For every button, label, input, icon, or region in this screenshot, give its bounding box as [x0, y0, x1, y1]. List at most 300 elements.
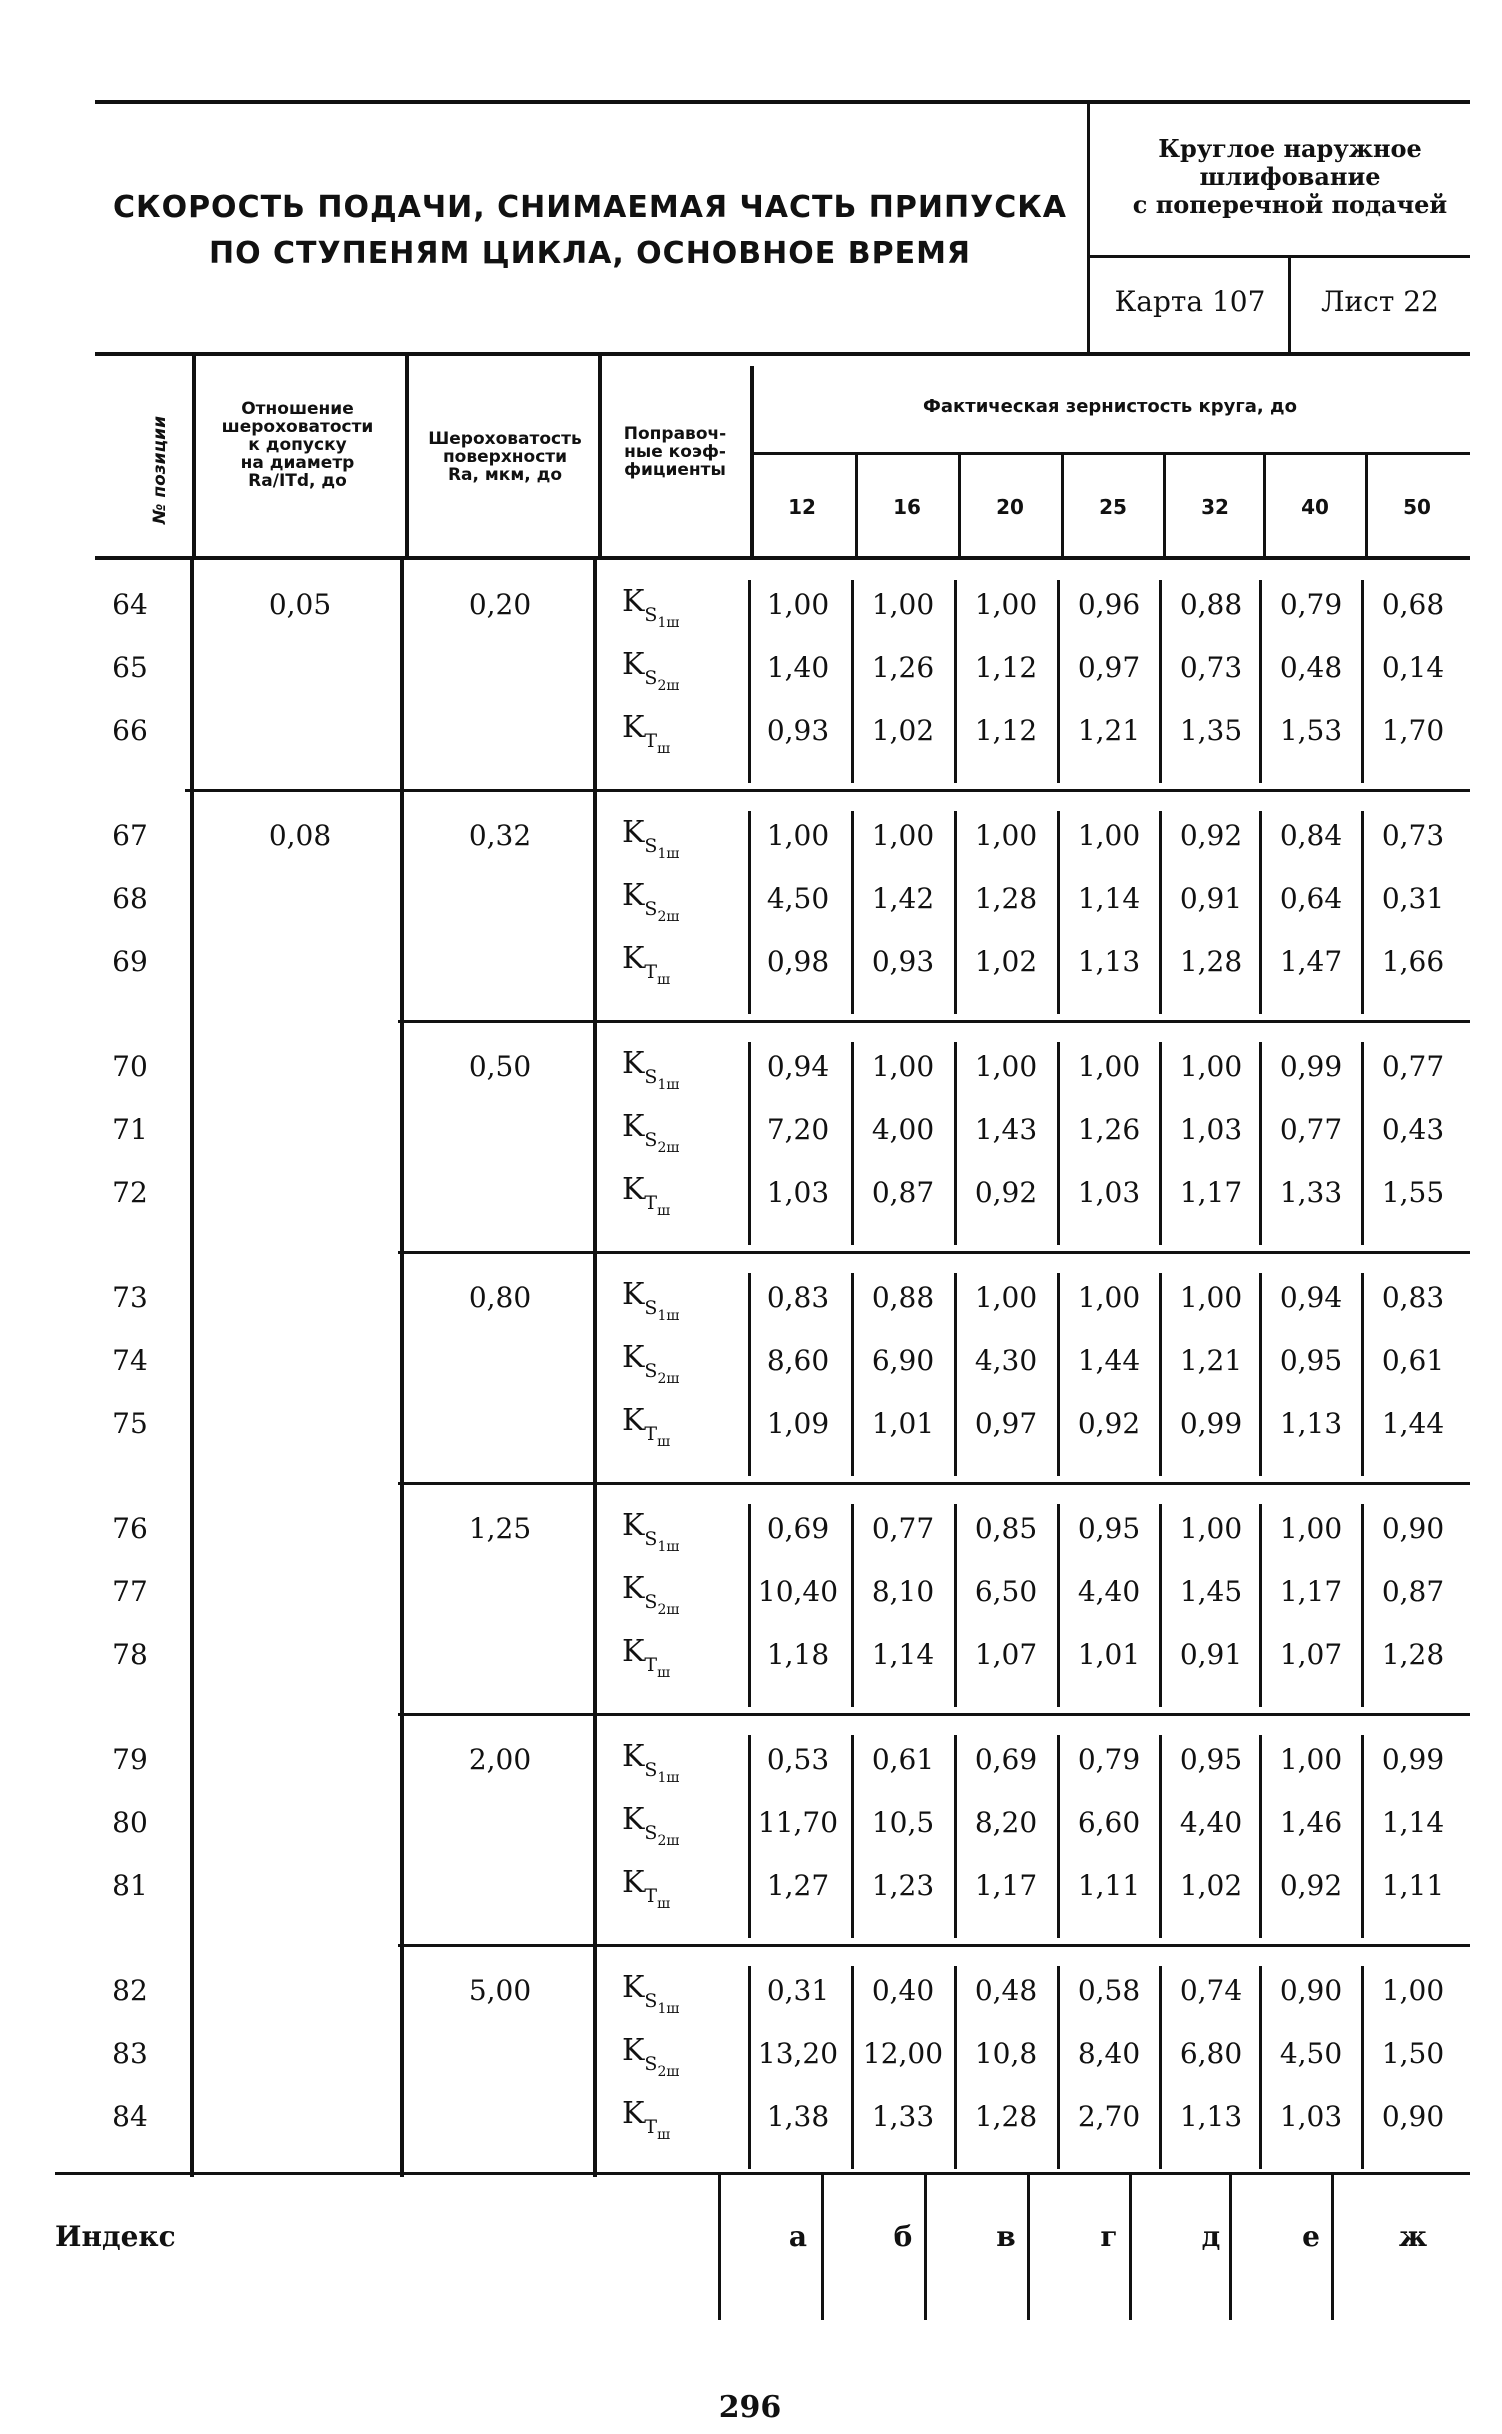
table-cell: 0,88 [871, 1281, 935, 1314]
table-cell: 1,00 [1279, 1512, 1343, 1545]
table-cell: 1,21 [1077, 714, 1141, 747]
grit-divider [1057, 1042, 1060, 1245]
table-cell: 6,90 [871, 1344, 935, 1377]
grit-divider [954, 811, 957, 1014]
coefficient-label: $K_{T_ш}$ [622, 1865, 671, 1912]
coefficient-label: $K_{T_ш}$ [622, 1172, 671, 1219]
coefficient-label: $K_{S_{1ш}}$ [622, 1970, 680, 2017]
table-cell: 1,09 [766, 1407, 830, 1440]
position-number: 81 [112, 1869, 148, 1902]
table-cell: 6,50 [974, 1575, 1038, 1608]
position-number: 66 [112, 714, 148, 747]
table-cell: 1,00 [871, 1050, 935, 1083]
table-cell: 1,11 [1077, 1869, 1141, 1902]
table-cell: 1,11 [1381, 1869, 1445, 1902]
grit-divider [1057, 580, 1060, 783]
roughness-value: 0,20 [468, 588, 532, 621]
grit-divider [855, 454, 858, 556]
table-cell: 1,38 [766, 2100, 830, 2133]
position-number: 71 [112, 1113, 148, 1146]
grit-header-rule [752, 452, 1470, 455]
grit-divider [1159, 1504, 1162, 1707]
table-cell: 1,42 [871, 882, 935, 915]
position-number: 78 [112, 1638, 148, 1671]
grit-divider [1057, 811, 1060, 1014]
roughness-header-line: Ra, мкм, до [447, 465, 563, 485]
grit-divider [954, 1735, 957, 1938]
grit-divider [1263, 454, 1266, 556]
roughness-value: 0,50 [468, 1050, 532, 1083]
table-cell: 0,97 [974, 1407, 1038, 1440]
grit-divider [1361, 1273, 1364, 1476]
position-column-header: № позиции [150, 416, 170, 525]
grit-divider [1361, 1042, 1364, 1245]
table-cell: 10,40 [757, 1575, 839, 1608]
table-cell: 8,40 [1077, 2037, 1141, 2070]
grit-label: 25 [1099, 495, 1127, 519]
header-bottom-rule [95, 352, 1470, 356]
table-cell: 10,5 [871, 1806, 935, 1839]
coefficient-label: $K_{S_{2ш}}$ [622, 1109, 680, 1156]
roughness-value: 0,80 [468, 1281, 532, 1314]
position-number: 83 [112, 2037, 148, 2070]
ratio-divider [400, 1946, 404, 2177]
table-cell: 1,07 [974, 1638, 1038, 1671]
position-number: 80 [112, 1806, 148, 1839]
operation-line-3: с поперечной подачей [1132, 190, 1448, 219]
position-divider [190, 791, 194, 1022]
position-divider [190, 1946, 194, 2177]
table-cell: 1,14 [1077, 882, 1141, 915]
table-cell: 4,00 [871, 1113, 935, 1146]
index-label: Индекс [55, 2220, 176, 2253]
coef-header-line: ные коэф- [624, 442, 726, 462]
table-cell: 1,66 [1381, 945, 1445, 978]
table-cell: 4,50 [766, 882, 830, 915]
grit-divider [851, 1966, 854, 2169]
grit-divider [1361, 1966, 1364, 2169]
table-cell: 1,00 [871, 588, 935, 621]
roughness-value: 2,00 [468, 1743, 532, 1776]
grit-label: 12 [788, 495, 816, 519]
coefficient-label: $K_{S_{2ш}}$ [622, 1571, 680, 1618]
table-cell: 1,03 [1077, 1176, 1141, 1209]
index-letter: е [1302, 2220, 1320, 2253]
coefficient-label: $K_{S_{1ш}}$ [622, 1277, 680, 1324]
table-cell: 1,00 [1179, 1281, 1243, 1314]
table-cell: 1,03 [766, 1176, 830, 1209]
grit-divider [851, 1042, 854, 1245]
grit-divider [1057, 1735, 1060, 1938]
table-cell: 0,94 [1279, 1281, 1343, 1314]
grit-divider [1159, 1966, 1162, 2169]
table-cell: 0,14 [1381, 651, 1445, 684]
grit-divider [954, 1273, 957, 1476]
coefficient-label: $K_{S_{1ш}}$ [622, 584, 680, 631]
grit-divider [1159, 580, 1162, 783]
hdr-divider [598, 356, 602, 556]
table-cell: 0,97 [1077, 651, 1141, 684]
table-cell: 1,00 [766, 819, 830, 852]
table-cell: 1,00 [1381, 1974, 1445, 2007]
table-cell: 0,90 [1381, 2100, 1445, 2133]
table-cell: 1,45 [1179, 1575, 1243, 1608]
table-cell: 0,95 [1179, 1743, 1243, 1776]
table-cell: 6,60 [1077, 1806, 1141, 1839]
ratio-column-header [195, 400, 400, 490]
table-cell: 1,03 [1279, 2100, 1343, 2133]
grit-divider [1259, 1273, 1262, 1476]
operation-line-1: Круглое наружное [1158, 134, 1422, 163]
table-cell: 0,96 [1077, 588, 1141, 621]
table-cell: 1,02 [871, 714, 935, 747]
index-divider [1027, 2175, 1030, 2320]
table-cell: 1,12 [974, 651, 1038, 684]
table-cell: 2,70 [1077, 2100, 1141, 2133]
table-cell: 13,20 [757, 2037, 839, 2070]
table-cell: 0,79 [1279, 588, 1343, 621]
table-cell: 0,99 [1179, 1407, 1243, 1440]
table-cell: 1,00 [1179, 1512, 1243, 1545]
index-divider [718, 2175, 721, 2320]
table-cell: 11,70 [757, 1806, 839, 1839]
position-divider [190, 1253, 194, 1484]
table-cell: 0,48 [974, 1974, 1038, 2007]
table-cell: 0,48 [1279, 651, 1343, 684]
grit-divider [1057, 1966, 1060, 2169]
position-number: 68 [112, 882, 148, 915]
table-cell: 1,13 [1077, 945, 1141, 978]
table-cell: 1,00 [1077, 1281, 1141, 1314]
grit-divider [1361, 811, 1364, 1014]
grit-divider [1159, 811, 1162, 1014]
top-rule [95, 100, 1470, 104]
index-divider [1331, 2175, 1334, 2320]
coefficient-label: $K_{T_ш}$ [622, 1634, 671, 1681]
table-cell: 1,23 [871, 1869, 935, 1902]
ratio-value: 0,08 [268, 819, 332, 852]
table-cell: 1,70 [1381, 714, 1445, 747]
coefficient-label: $K_{S_{2ш}}$ [622, 647, 680, 694]
coef-header-line: фициенты [624, 460, 726, 480]
title-line-1: СКОРОСТЬ ПОДАЧИ, СНИМАЕМАЯ ЧАСТЬ ПРИПУСКА [113, 190, 1067, 225]
grit-divider [954, 1504, 957, 1707]
table-cell: 1,55 [1381, 1176, 1445, 1209]
grit-divider [1061, 454, 1064, 556]
position-number: 77 [112, 1575, 148, 1608]
grit-divider [1365, 454, 1368, 556]
position-number: 84 [112, 2100, 148, 2133]
group-rule [398, 1944, 1470, 1947]
column-header-rule [95, 556, 1470, 560]
table-cell: 1,50 [1381, 2037, 1445, 2070]
position-number: 64 [112, 588, 148, 621]
grit-label: 20 [996, 495, 1024, 519]
group-rule [185, 789, 1470, 792]
table-cell: 0,87 [871, 1176, 935, 1209]
table-cell: 0,92 [1179, 819, 1243, 852]
roughness-column-header [410, 430, 600, 484]
coefficient-label: $K_{S_{2ш}}$ [622, 878, 680, 925]
grit-label: 32 [1201, 495, 1229, 519]
table-cell: 1,28 [974, 882, 1038, 915]
table-cell: 10,8 [974, 2037, 1038, 2070]
grit-divider [851, 1273, 854, 1476]
position-number: 69 [112, 945, 148, 978]
grit-divider [1259, 1504, 1262, 1707]
index-letter: а [788, 2220, 808, 2253]
ratio-header-line: к допуску [248, 435, 347, 455]
ratio-divider [400, 1022, 404, 1253]
table-cell: 0,95 [1279, 1344, 1343, 1377]
table-cell: 0,77 [1279, 1113, 1343, 1146]
index-divider [1129, 2175, 1132, 2320]
table-cell: 0,91 [1179, 1638, 1243, 1671]
table-cell: 8,60 [766, 1344, 830, 1377]
table-cell: 1,26 [1077, 1113, 1141, 1146]
group-rule [398, 1482, 1470, 1485]
table-cell: 0,64 [1279, 882, 1343, 915]
grit-divider [1259, 811, 1262, 1014]
grit-divider [851, 580, 854, 783]
grit-divider [1259, 1735, 1262, 1938]
coef-column-header [605, 425, 745, 479]
coefficient-label: $K_{T_ш}$ [622, 1403, 671, 1450]
table-cell: 4,30 [974, 1344, 1038, 1377]
hdr-divider [750, 366, 754, 556]
position-divider [190, 560, 194, 791]
table-cell: 1,00 [974, 588, 1038, 621]
grit-divider [1259, 580, 1262, 783]
table-cell: 0,83 [766, 1281, 830, 1314]
table-cell: 1,17 [1279, 1575, 1343, 1608]
ratio-divider [400, 791, 404, 1022]
header-mid-rule [1087, 255, 1470, 258]
table-cell: 1,40 [766, 651, 830, 684]
table-cell: 0,98 [766, 945, 830, 978]
coef-header-line: Поправоч- [623, 424, 727, 444]
table-cell: 8,20 [974, 1806, 1038, 1839]
grit-title: Фактическая зернистость круга, до [923, 396, 1297, 417]
table-cell: 1,53 [1279, 714, 1343, 747]
table-cell: 0,74 [1179, 1974, 1243, 2007]
coefficient-label: $K_{S_{1ш}}$ [622, 1508, 680, 1555]
table-cell: 0,90 [1279, 1974, 1343, 2007]
table-cell: 0,85 [974, 1512, 1038, 1545]
grit-divider [1361, 580, 1364, 783]
table-cell: 0,53 [766, 1743, 830, 1776]
index-rule [55, 2172, 1470, 2175]
grit-divider [851, 811, 854, 1014]
position-number: 79 [112, 1743, 148, 1776]
table-cell: 0,79 [1077, 1743, 1141, 1776]
table-cell: 0,92 [974, 1176, 1038, 1209]
table-cell: 0,83 [1381, 1281, 1445, 1314]
operation-line-2: шлифование [1199, 162, 1381, 191]
grit-divider [1361, 1504, 1364, 1707]
grit-divider [1259, 1966, 1262, 2169]
index-letter: г [1100, 2220, 1118, 2253]
card-number: Карта 107 [1114, 285, 1266, 318]
operation-name [1090, 135, 1490, 219]
roughness-value: 0,32 [468, 819, 532, 852]
coefficient-label: $K_{T_ш}$ [622, 941, 671, 988]
grit-divider [1259, 1042, 1262, 1245]
table-cell: 1,13 [1179, 2100, 1243, 2133]
grit-divider [851, 1504, 854, 1707]
table-cell: 1,00 [974, 819, 1038, 852]
table-cell: 0,84 [1279, 819, 1343, 852]
ratio-divider [400, 560, 404, 791]
grit-divider [1159, 1273, 1162, 1476]
table-cell: 1,33 [1279, 1176, 1343, 1209]
table-cell: 1,00 [1279, 1743, 1343, 1776]
ratio-header-line: шероховатости [221, 417, 374, 437]
table-cell: 1,33 [871, 2100, 935, 2133]
table-cell: 1,35 [1179, 714, 1243, 747]
grit-divider [1163, 454, 1166, 556]
table-cell: 0,90 [1381, 1512, 1445, 1545]
table-cell: 1,28 [1179, 945, 1243, 978]
table-cell: 1,44 [1381, 1407, 1445, 1440]
table-cell: 0,93 [766, 714, 830, 747]
position-number: 67 [112, 819, 148, 852]
ratio-value: 0,05 [268, 588, 332, 621]
roughness-value: 1,25 [468, 1512, 532, 1545]
table-cell: 0,69 [766, 1512, 830, 1545]
table-cell: 0,61 [871, 1743, 935, 1776]
position-number: 74 [112, 1344, 148, 1377]
ratio-divider [400, 1715, 404, 1946]
table-cell: 7,20 [766, 1113, 830, 1146]
ratio-header-line: на диаметр [240, 453, 355, 473]
table-cell: 0,31 [766, 1974, 830, 2007]
table-cell: 0,58 [1077, 1974, 1141, 2007]
table-cell: 0,43 [1381, 1113, 1445, 1146]
table-cell: 1,00 [1179, 1050, 1243, 1083]
index-letter: б [893, 2220, 913, 2253]
table-cell: 0,93 [871, 945, 935, 978]
position-number: 65 [112, 651, 148, 684]
table-cell: 1,01 [1077, 1638, 1141, 1671]
table-cell: 0,68 [1381, 588, 1445, 621]
position-number: 76 [112, 1512, 148, 1545]
grit-divider [954, 580, 957, 783]
page-number: 296 [718, 2390, 782, 2425]
index-divider [924, 2175, 927, 2320]
table-cell: 1,00 [974, 1050, 1038, 1083]
position-number: 70 [112, 1050, 148, 1083]
table-cell: 4,50 [1279, 2037, 1343, 2070]
table-cell: 1,14 [871, 1638, 935, 1671]
table-cell: 0,77 [871, 1512, 935, 1545]
table-cell: 1,12 [974, 714, 1038, 747]
table-cell: 0,87 [1381, 1575, 1445, 1608]
ratio-divider [400, 1253, 404, 1484]
coefficient-label: $K_{S_{2ш}}$ [622, 2033, 680, 2080]
table-cell: 1,00 [1077, 819, 1141, 852]
grit-divider [954, 1042, 957, 1245]
group-rule [398, 1713, 1470, 1716]
position-number: 75 [112, 1407, 148, 1440]
table-cell: 1,02 [1179, 1869, 1243, 1902]
table-cell: 1,00 [974, 1281, 1038, 1314]
coefficient-label: $K_{S_{2ш}}$ [622, 1802, 680, 1849]
grit-divider [1159, 1735, 1162, 1938]
table-cell: 0,88 [1179, 588, 1243, 621]
coefficient-label: $K_{T_ш}$ [622, 2096, 671, 2143]
group-rule [398, 1251, 1470, 1254]
table-cell: 4,40 [1077, 1575, 1141, 1608]
table-cell: 0,99 [1279, 1050, 1343, 1083]
ratio-divider [400, 1484, 404, 1715]
table-cell: 1,43 [974, 1113, 1038, 1146]
index-divider [821, 2175, 824, 2320]
table-cell: 0,91 [1179, 882, 1243, 915]
table-cell: 0,73 [1381, 819, 1445, 852]
table-cell: 1,28 [974, 2100, 1038, 2133]
table-cell: 0,77 [1381, 1050, 1445, 1083]
table-cell: 12,00 [862, 2037, 944, 2070]
table-cell: 0,31 [1381, 882, 1445, 915]
table-cell: 0,92 [1077, 1407, 1141, 1440]
table-cell: 1,00 [766, 588, 830, 621]
grit-divider [958, 454, 961, 556]
table-cell: 4,40 [1179, 1806, 1243, 1839]
table-cell: 1,17 [974, 1869, 1038, 1902]
table-cell: 1,47 [1279, 945, 1343, 978]
hdr-divider [405, 356, 409, 556]
grit-label: 40 [1301, 495, 1329, 519]
table-cell: 0,61 [1381, 1344, 1445, 1377]
table-cell: 1,03 [1179, 1113, 1243, 1146]
coefficient-label: $K_{T_ш}$ [622, 710, 671, 757]
table-cell: 0,94 [766, 1050, 830, 1083]
table-cell: 1,02 [974, 945, 1038, 978]
table-cell: 1,26 [871, 651, 935, 684]
position-number: 72 [112, 1176, 148, 1209]
table-cell: 1,01 [871, 1407, 935, 1440]
table-cell: 1,27 [766, 1869, 830, 1902]
table-cell: 1,00 [871, 819, 935, 852]
index-letter: д [1201, 2220, 1221, 2253]
table-cell: 0,69 [974, 1743, 1038, 1776]
page-title [95, 185, 1085, 277]
grit-label: 50 [1403, 495, 1431, 519]
table-cell: 1,44 [1077, 1344, 1141, 1377]
table-cell: 0,73 [1179, 651, 1243, 684]
grit-divider [1361, 1735, 1364, 1938]
coefficient-label: $K_{S_{1ш}}$ [622, 1739, 680, 1786]
coefficient-label: $K_{S_{2ш}}$ [622, 1340, 680, 1387]
table-cell: 0,40 [871, 1974, 935, 2007]
position-divider [190, 1022, 194, 1253]
roughness-header-line: Шероховатость [428, 429, 582, 449]
table-cell: 1,13 [1279, 1407, 1343, 1440]
hdr-divider [192, 356, 196, 556]
table-cell: 8,10 [871, 1575, 935, 1608]
table-cell: 1,14 [1381, 1806, 1445, 1839]
table-cell: 1,28 [1381, 1638, 1445, 1671]
position-divider [190, 1484, 194, 1715]
title-line-2: ПО СТУПЕНЯМ ЦИКЛА, ОСНОВНОЕ ВРЕМЯ [208, 236, 972, 271]
table-cell: 1,21 [1179, 1344, 1243, 1377]
index-divider [1229, 2175, 1232, 2320]
table-cell: 0,95 [1077, 1512, 1141, 1545]
index-letter: в [996, 2220, 1016, 2253]
table-cell: 0,99 [1381, 1743, 1445, 1776]
ratio-header-line: Ra/ITd, до [248, 471, 347, 491]
